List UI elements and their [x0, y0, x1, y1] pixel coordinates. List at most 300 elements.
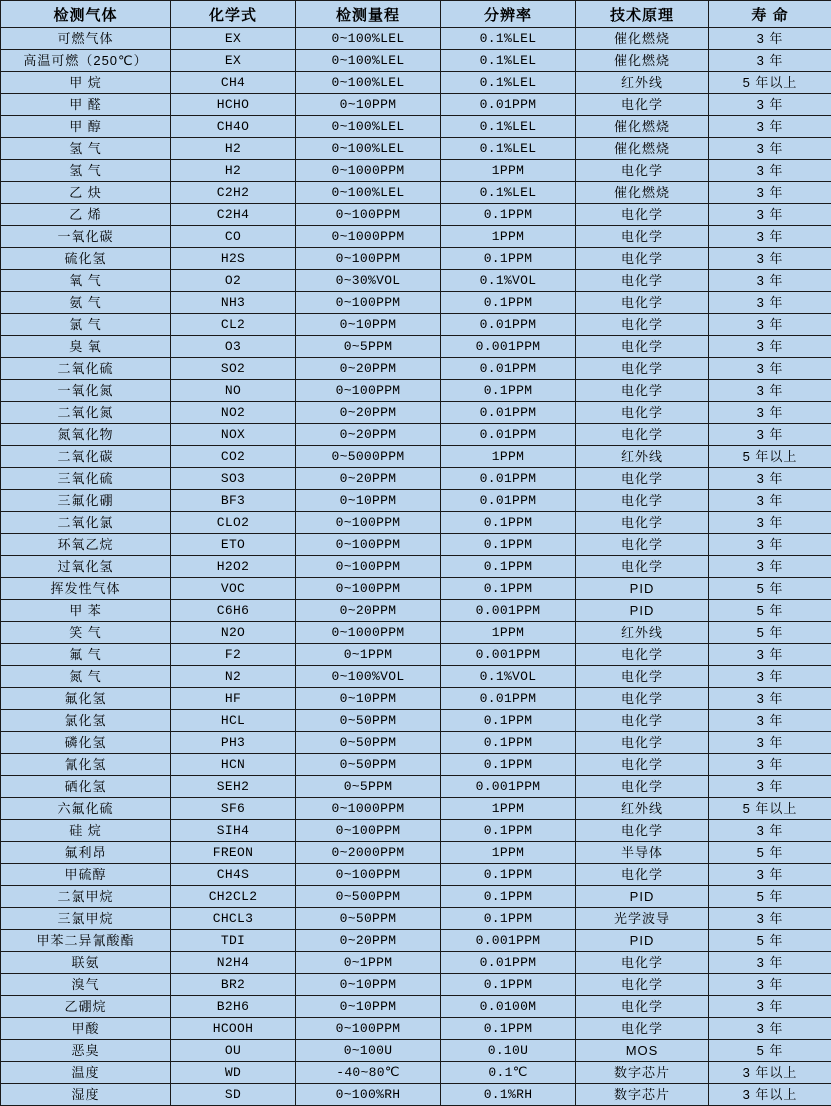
cell-gas-name: 氢 气 [1, 160, 171, 182]
cell-range: 0~100%LEL [296, 116, 441, 138]
cell-range: 0~100PPM [296, 292, 441, 314]
cell-gas-name: 氢 气 [1, 138, 171, 160]
cell-resolution: 1PPM [441, 226, 576, 248]
table-row [1, 556, 831, 578]
table-row [1, 336, 831, 358]
cell-technology: 催化燃烧 [576, 50, 709, 72]
table-row [1, 798, 831, 820]
table-row [1, 1084, 831, 1106]
table-header-row [1, 1, 831, 28]
cell-gas-name: 三氯甲烷 [1, 908, 171, 930]
cell-lifespan: 3 年 [709, 50, 831, 72]
cell-range: 0~100PPM [296, 864, 441, 886]
cell-resolution: 0.1PPM [441, 204, 576, 226]
cell-formula: H2 [171, 138, 296, 160]
cell-technology: MOS [576, 1040, 709, 1062]
cell-range: 0~5PPM [296, 336, 441, 358]
cell-lifespan: 3 年以上 [709, 1084, 831, 1106]
cell-gas-name: 磷化氢 [1, 732, 171, 754]
cell-range: 0~30%VOL [296, 270, 441, 292]
cell-lifespan: 3 年 [709, 314, 831, 336]
cell-resolution: 0.1%LEL [441, 138, 576, 160]
table-row [1, 578, 831, 600]
cell-lifespan: 3 年 [709, 644, 831, 666]
cell-formula: N2 [171, 666, 296, 688]
cell-technology: PID [576, 578, 709, 600]
cell-gas-name: 溴气 [1, 974, 171, 996]
cell-resolution: 0.01PPM [441, 94, 576, 116]
cell-lifespan: 3 年 [709, 754, 831, 776]
table-row [1, 28, 831, 50]
cell-technology: PID [576, 600, 709, 622]
cell-range: 0~100PPM [296, 578, 441, 600]
cell-resolution: 0.01PPM [441, 314, 576, 336]
cell-formula: FREON [171, 842, 296, 864]
cell-technology: 电化学 [576, 688, 709, 710]
cell-lifespan: 3 年 [709, 116, 831, 138]
column-header-formula: 化学式 [171, 1, 296, 28]
table-row [1, 996, 831, 1018]
cell-formula: OU [171, 1040, 296, 1062]
cell-range: 0~100PPM [296, 380, 441, 402]
cell-technology: 红外线 [576, 798, 709, 820]
cell-resolution: 0.1PPM [441, 512, 576, 534]
table-row [1, 864, 831, 886]
cell-technology: 电化学 [576, 424, 709, 446]
table-row [1, 72, 831, 94]
cell-range: 0~1PPM [296, 952, 441, 974]
cell-resolution: 0.1%LEL [441, 72, 576, 94]
table-row [1, 600, 831, 622]
cell-lifespan: 3 年 [709, 248, 831, 270]
table-row [1, 94, 831, 116]
cell-resolution: 0.01PPM [441, 468, 576, 490]
cell-formula: HF [171, 688, 296, 710]
cell-resolution: 0.01PPM [441, 952, 576, 974]
cell-range: 0~10PPM [296, 974, 441, 996]
cell-formula: WD [171, 1062, 296, 1084]
table-row [1, 842, 831, 864]
cell-technology: 电化学 [576, 820, 709, 842]
cell-resolution: 0.1PPM [441, 578, 576, 600]
cell-lifespan: 3 年 [709, 1018, 831, 1040]
cell-range: 0~20PPM [296, 358, 441, 380]
cell-range: 0~20PPM [296, 402, 441, 424]
cell-gas-name: 二氧化碳 [1, 446, 171, 468]
cell-formula: H2S [171, 248, 296, 270]
table-row [1, 468, 831, 490]
cell-formula: O3 [171, 336, 296, 358]
cell-lifespan: 3 年 [709, 358, 831, 380]
cell-technology: PID [576, 930, 709, 952]
table-row [1, 754, 831, 776]
cell-gas-name: 氯化氢 [1, 710, 171, 732]
cell-lifespan: 3 年 [709, 512, 831, 534]
cell-lifespan: 5 年以上 [709, 72, 831, 94]
table-row [1, 138, 831, 160]
table-row [1, 424, 831, 446]
cell-technology: 电化学 [576, 314, 709, 336]
table-row [1, 512, 831, 534]
cell-formula: BR2 [171, 974, 296, 996]
cell-formula: NO [171, 380, 296, 402]
table-row [1, 182, 831, 204]
cell-range: 0~100%LEL [296, 72, 441, 94]
cell-technology: 电化学 [576, 336, 709, 358]
cell-formula: CL2 [171, 314, 296, 336]
cell-gas-name: 硒化氢 [1, 776, 171, 798]
cell-lifespan: 3 年 [709, 336, 831, 358]
cell-technology: 电化学 [576, 644, 709, 666]
cell-range: 0~100%LEL [296, 50, 441, 72]
cell-range: 0~20PPM [296, 468, 441, 490]
cell-gas-name: 二氧化氮 [1, 402, 171, 424]
cell-gas-name: 二氧化硫 [1, 358, 171, 380]
table-row [1, 776, 831, 798]
cell-resolution: 0.001PPM [441, 930, 576, 952]
cell-formula: BF3 [171, 490, 296, 512]
cell-gas-name: 一氧化碳 [1, 226, 171, 248]
cell-gas-name: 二氧化氯 [1, 512, 171, 534]
cell-formula: HCHO [171, 94, 296, 116]
cell-technology: 电化学 [576, 380, 709, 402]
cell-formula: CHCL3 [171, 908, 296, 930]
cell-gas-name: 氰化氢 [1, 754, 171, 776]
cell-lifespan: 3 年 [709, 666, 831, 688]
table-row [1, 622, 831, 644]
cell-formula: C2H2 [171, 182, 296, 204]
table-row [1, 952, 831, 974]
cell-resolution: 0.1PPM [441, 380, 576, 402]
cell-technology: 红外线 [576, 72, 709, 94]
cell-gas-name: 乙 烯 [1, 204, 171, 226]
table-body [1, 28, 831, 1106]
cell-technology: 光学波导 [576, 908, 709, 930]
cell-formula: H2O2 [171, 556, 296, 578]
table-row [1, 446, 831, 468]
cell-formula: B2H6 [171, 996, 296, 1018]
table-row [1, 644, 831, 666]
cell-formula: N2H4 [171, 952, 296, 974]
cell-gas-name: 恶臭 [1, 1040, 171, 1062]
cell-range: 0~20PPM [296, 600, 441, 622]
cell-range: 0~500PPM [296, 886, 441, 908]
cell-gas-name: 氟利昂 [1, 842, 171, 864]
cell-technology: 红外线 [576, 622, 709, 644]
cell-range: 0~5PPM [296, 776, 441, 798]
cell-lifespan: 3 年 [709, 138, 831, 160]
cell-technology: 电化学 [576, 974, 709, 996]
cell-range: 0~100%RH [296, 1084, 441, 1106]
cell-range: 0~100%LEL [296, 28, 441, 50]
cell-lifespan: 3 年 [709, 534, 831, 556]
cell-technology: 催化燃烧 [576, 116, 709, 138]
cell-formula: HCN [171, 754, 296, 776]
table-row [1, 402, 831, 424]
cell-gas-name: 氟化氢 [1, 688, 171, 710]
cell-resolution: 0.001PPM [441, 776, 576, 798]
table-row [1, 204, 831, 226]
cell-resolution: 1PPM [441, 446, 576, 468]
cell-lifespan: 3 年 [709, 490, 831, 512]
cell-range: 0~1000PPM [296, 160, 441, 182]
cell-gas-name: 可燃气体 [1, 28, 171, 50]
cell-lifespan: 3 年 [709, 908, 831, 930]
table-row [1, 886, 831, 908]
cell-formula: CH4S [171, 864, 296, 886]
cell-lifespan: 3 年 [709, 688, 831, 710]
cell-range: 0~10PPM [296, 490, 441, 512]
cell-resolution: 0.01PPM [441, 402, 576, 424]
cell-lifespan: 3 年 [709, 556, 831, 578]
cell-lifespan: 5 年 [709, 930, 831, 952]
cell-lifespan: 3 年 [709, 402, 831, 424]
cell-resolution: 0.1PPM [441, 754, 576, 776]
column-header-lifespan: 寿 命 [709, 1, 831, 28]
cell-lifespan: 3 年以上 [709, 1062, 831, 1084]
cell-formula: SIH4 [171, 820, 296, 842]
cell-gas-name: 氮 气 [1, 666, 171, 688]
cell-gas-name: 甲硫醇 [1, 864, 171, 886]
cell-resolution: 0.01PPM [441, 424, 576, 446]
cell-lifespan: 3 年 [709, 996, 831, 1018]
cell-range: 0~100%LEL [296, 182, 441, 204]
table-row [1, 490, 831, 512]
cell-range: 0~50PPM [296, 754, 441, 776]
cell-formula: CH4O [171, 116, 296, 138]
cell-technology: 电化学 [576, 996, 709, 1018]
table-row [1, 534, 831, 556]
cell-range: 0~100PPM [296, 1018, 441, 1040]
cell-formula: HCOOH [171, 1018, 296, 1040]
cell-resolution: 0.01PPM [441, 688, 576, 710]
cell-formula: C2H4 [171, 204, 296, 226]
cell-lifespan: 3 年 [709, 952, 831, 974]
cell-lifespan: 5 年 [709, 1040, 831, 1062]
cell-lifespan: 3 年 [709, 380, 831, 402]
cell-resolution: 0.0100M [441, 996, 576, 1018]
cell-resolution: 0.1PPM [441, 556, 576, 578]
cell-gas-name: 挥发性气体 [1, 578, 171, 600]
cell-technology: 电化学 [576, 776, 709, 798]
table-header [1, 1, 831, 28]
cell-lifespan: 5 年以上 [709, 798, 831, 820]
cell-range: 0~50PPM [296, 732, 441, 754]
cell-range: 0~100U [296, 1040, 441, 1062]
cell-resolution: 0.01PPM [441, 358, 576, 380]
cell-gas-name: 湿度 [1, 1084, 171, 1106]
cell-resolution: 0.1%LEL [441, 182, 576, 204]
cell-resolution: 1PPM [441, 622, 576, 644]
cell-range: 0~100%LEL [296, 138, 441, 160]
cell-lifespan: 3 年 [709, 270, 831, 292]
cell-formula: H2 [171, 160, 296, 182]
table-row [1, 292, 831, 314]
cell-resolution: 0.1%LEL [441, 28, 576, 50]
cell-technology: 电化学 [576, 270, 709, 292]
cell-lifespan: 5 年以上 [709, 446, 831, 468]
cell-range: 0~1000PPM [296, 798, 441, 820]
cell-gas-name: 高温可燃（250℃） [1, 50, 171, 72]
cell-gas-name: 联氨 [1, 952, 171, 974]
table-row [1, 1040, 831, 1062]
cell-technology: 电化学 [576, 226, 709, 248]
cell-formula: EX [171, 28, 296, 50]
cell-gas-name: 笑 气 [1, 622, 171, 644]
cell-technology: 电化学 [576, 666, 709, 688]
cell-lifespan: 3 年 [709, 28, 831, 50]
cell-formula: CO [171, 226, 296, 248]
cell-resolution: 0.1%VOL [441, 270, 576, 292]
cell-lifespan: 3 年 [709, 292, 831, 314]
cell-resolution: 0.1PPM [441, 1018, 576, 1040]
cell-formula: NH3 [171, 292, 296, 314]
table-row [1, 732, 831, 754]
cell-formula: CLO2 [171, 512, 296, 534]
cell-resolution: 0.1%LEL [441, 50, 576, 72]
table-row [1, 710, 831, 732]
table-row [1, 1062, 831, 1084]
cell-formula: SO2 [171, 358, 296, 380]
cell-formula: SD [171, 1084, 296, 1106]
cell-lifespan: 3 年 [709, 974, 831, 996]
table-row [1, 666, 831, 688]
cell-gas-name: 甲 烷 [1, 72, 171, 94]
cell-range: 0~50PPM [296, 710, 441, 732]
column-header-gas-name: 检测气体 [1, 1, 171, 28]
cell-range: 0~20PPM [296, 930, 441, 952]
cell-resolution: 0.1PPM [441, 864, 576, 886]
cell-resolution: 0.1PPM [441, 248, 576, 270]
cell-resolution: 0.10U [441, 1040, 576, 1062]
cell-formula: NOX [171, 424, 296, 446]
cell-gas-name: 硫化氢 [1, 248, 171, 270]
cell-gas-name: 三氧化硫 [1, 468, 171, 490]
cell-technology: 电化学 [576, 204, 709, 226]
cell-formula: SF6 [171, 798, 296, 820]
cell-gas-name: 过氧化氢 [1, 556, 171, 578]
cell-gas-name: 氧 气 [1, 270, 171, 292]
table-row [1, 314, 831, 336]
table-row [1, 248, 831, 270]
cell-lifespan: 5 年 [709, 622, 831, 644]
cell-technology: 数字芯片 [576, 1062, 709, 1084]
cell-technology: 电化学 [576, 710, 709, 732]
cell-technology: 催化燃烧 [576, 138, 709, 160]
cell-lifespan: 3 年 [709, 468, 831, 490]
cell-formula: ETO [171, 534, 296, 556]
cell-range: 0~50PPM [296, 908, 441, 930]
table-row [1, 270, 831, 292]
column-header-resolution: 分辨率 [441, 1, 576, 28]
cell-technology: 数字芯片 [576, 1084, 709, 1106]
cell-resolution: 0.1PPM [441, 534, 576, 556]
cell-lifespan: 3 年 [709, 820, 831, 842]
cell-formula: O2 [171, 270, 296, 292]
table-row [1, 358, 831, 380]
cell-range: 0~1000PPM [296, 622, 441, 644]
cell-lifespan: 3 年 [709, 226, 831, 248]
cell-technology: 催化燃烧 [576, 182, 709, 204]
cell-technology: 电化学 [576, 754, 709, 776]
cell-range: 0~2000PPM [296, 842, 441, 864]
cell-gas-name: 二氯甲烷 [1, 886, 171, 908]
cell-range: -40~80℃ [296, 1062, 441, 1084]
cell-gas-name: 臭 氧 [1, 336, 171, 358]
cell-resolution: 0.001PPM [441, 644, 576, 666]
cell-gas-name: 乙硼烷 [1, 996, 171, 1018]
cell-formula: F2 [171, 644, 296, 666]
cell-gas-name: 甲 醛 [1, 94, 171, 116]
cell-gas-name: 甲酸 [1, 1018, 171, 1040]
table-row [1, 974, 831, 996]
cell-resolution: 1PPM [441, 160, 576, 182]
cell-formula: CH4 [171, 72, 296, 94]
cell-formula: HCL [171, 710, 296, 732]
table-row [1, 226, 831, 248]
cell-technology: 电化学 [576, 952, 709, 974]
cell-technology: 电化学 [576, 490, 709, 512]
cell-lifespan: 3 年 [709, 710, 831, 732]
cell-lifespan: 5 年 [709, 600, 831, 622]
cell-gas-name: 氨 气 [1, 292, 171, 314]
cell-resolution: 0.1PPM [441, 886, 576, 908]
cell-range: 0~100%VOL [296, 666, 441, 688]
cell-formula: EX [171, 50, 296, 72]
cell-technology: 电化学 [576, 512, 709, 534]
cell-formula: CH2CL2 [171, 886, 296, 908]
cell-range: 0~100PPM [296, 512, 441, 534]
cell-resolution: 0.1PPM [441, 908, 576, 930]
cell-range: 0~100PPM [296, 556, 441, 578]
cell-gas-name: 硅 烷 [1, 820, 171, 842]
cell-resolution: 0.1PPM [441, 710, 576, 732]
cell-technology: 电化学 [576, 534, 709, 556]
cell-technology: 电化学 [576, 358, 709, 380]
column-header-range: 检测量程 [296, 1, 441, 28]
cell-formula: VOC [171, 578, 296, 600]
cell-formula: PH3 [171, 732, 296, 754]
cell-resolution: 1PPM [441, 842, 576, 864]
cell-formula: C6H6 [171, 600, 296, 622]
column-header-technology: 技术原理 [576, 1, 709, 28]
cell-technology: 电化学 [576, 402, 709, 424]
cell-gas-name: 甲 苯 [1, 600, 171, 622]
cell-technology: PID [576, 886, 709, 908]
table-row [1, 1018, 831, 1040]
cell-gas-name: 六氟化硫 [1, 798, 171, 820]
cell-range: 0~100PPM [296, 248, 441, 270]
cell-resolution: 0.1PPM [441, 820, 576, 842]
cell-resolution: 0.1PPM [441, 292, 576, 314]
table-row [1, 908, 831, 930]
cell-range: 0~20PPM [296, 424, 441, 446]
cell-lifespan: 3 年 [709, 160, 831, 182]
cell-resolution: 0.1%RH [441, 1084, 576, 1106]
cell-technology: 电化学 [576, 248, 709, 270]
cell-resolution: 0.1℃ [441, 1062, 576, 1084]
cell-formula: CO2 [171, 446, 296, 468]
cell-lifespan: 3 年 [709, 424, 831, 446]
cell-range: 0~10PPM [296, 996, 441, 1018]
cell-gas-name: 一氧化氮 [1, 380, 171, 402]
cell-range: 0~10PPM [296, 314, 441, 336]
cell-technology: 电化学 [576, 292, 709, 314]
cell-range: 0~1000PPM [296, 226, 441, 248]
table-row [1, 160, 831, 182]
cell-technology: 电化学 [576, 1018, 709, 1040]
cell-gas-name: 甲 醇 [1, 116, 171, 138]
